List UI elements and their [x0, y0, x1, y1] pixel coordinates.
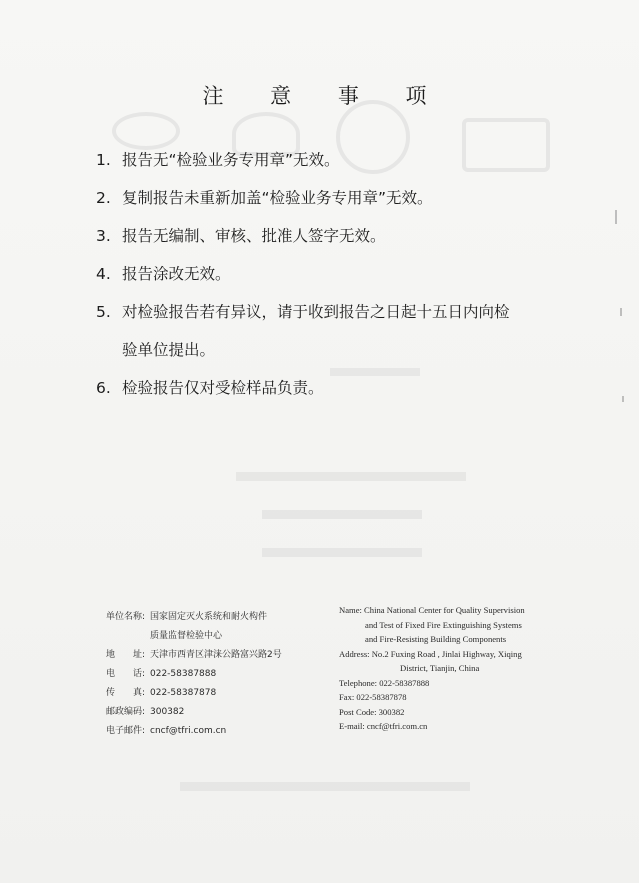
contact-info-english [339, 603, 525, 734]
postcode-label: 邮政编码: [106, 707, 146, 717]
en-postcode: Post Code: 300382 [339, 706, 405, 717]
phone-row [106, 665, 282, 684]
en-email: E-mail: cncf@tfri.com.cn [339, 721, 428, 731]
fax-row [106, 684, 282, 703]
note-number: 5. [96, 303, 111, 321]
postcode-value: 300382 [150, 707, 185, 717]
note-text: 检验报告仅对受检样品负责。 [122, 379, 324, 397]
note-item [96, 378, 566, 398]
note-item [96, 264, 566, 284]
en-telephone: Telephone: 022-58387888 [339, 677, 430, 688]
note-text: 报告涂改无效。 [122, 265, 231, 283]
note-item [96, 150, 566, 170]
note-continuation: 验单位提出。 [122, 341, 216, 359]
en-fax: Fax: 022-58387878 [339, 692, 407, 702]
address-value: 天津市西青区津涞公路富兴路2号 [150, 650, 282, 660]
fax-value: 022-58387878 [150, 688, 217, 698]
phone-value: 022-58387888 [150, 669, 217, 679]
note-number: 4. [96, 265, 111, 283]
note-text: 报告无编制、审核、批准人签字无效。 [122, 227, 386, 245]
unit-name-row [106, 608, 282, 627]
unit-name-row-2 [106, 627, 282, 646]
phone-label: 电 话: [106, 669, 146, 679]
ghost-line-4 [262, 548, 422, 557]
note-text: 复制报告未重新加盖“检验业务专用章”无效。 [122, 189, 433, 207]
note-item [96, 226, 566, 246]
postcode-row [106, 703, 282, 722]
note-item [96, 188, 566, 208]
en-address-line-1: Address: No.2 Fuxing Road , Jinlai Highway, Xiqing [339, 648, 522, 659]
unit-name-label: 单位名称: [106, 612, 146, 622]
ghost-line-5 [180, 782, 470, 791]
address-row [106, 646, 282, 665]
email-row [106, 722, 282, 741]
unit-name-value: 国家固定灭火系统和耐火构件 [150, 612, 268, 622]
en-address-line-2: District, Tianjin, China [400, 663, 480, 673]
email-label: 电子邮件: [106, 726, 146, 736]
note-text: 对检验报告若有异议，请于收到报告之日起十五日内向检 [122, 303, 510, 321]
note-number: 1. [96, 151, 111, 169]
note-text: 报告无“检验业务专用章”无效。 [122, 151, 340, 169]
contact-info-chinese [106, 608, 282, 741]
email-value: cncf@tfri.com.cn [150, 726, 227, 736]
page-title: 注 意 事 项 [202, 84, 447, 108]
edge-mark-2 [620, 308, 622, 316]
address-label: 地 址: [106, 650, 146, 660]
ghost-logo-left [112, 112, 180, 150]
notes-list [96, 150, 566, 416]
unit-name-value-2: 质量监督检验中心 [150, 631, 223, 641]
edge-mark-3 [622, 396, 624, 402]
ghost-line-3 [262, 510, 422, 519]
en-name-line-2: and Test of Fixed Fire Extinguishing Systems [365, 619, 522, 630]
note-number: 6. [96, 379, 111, 397]
note-number: 3. [96, 227, 111, 245]
note-item [96, 302, 566, 360]
fax-label: 传 真: [106, 688, 146, 698]
note-number: 2. [96, 189, 111, 207]
en-name-line-3: and Fire-Resisting Building Components [365, 634, 507, 644]
en-name-line-1: Name: China National Center for Quality Supervision [339, 605, 525, 615]
edge-mark-1 [615, 210, 617, 224]
ghost-line-2 [236, 472, 466, 481]
